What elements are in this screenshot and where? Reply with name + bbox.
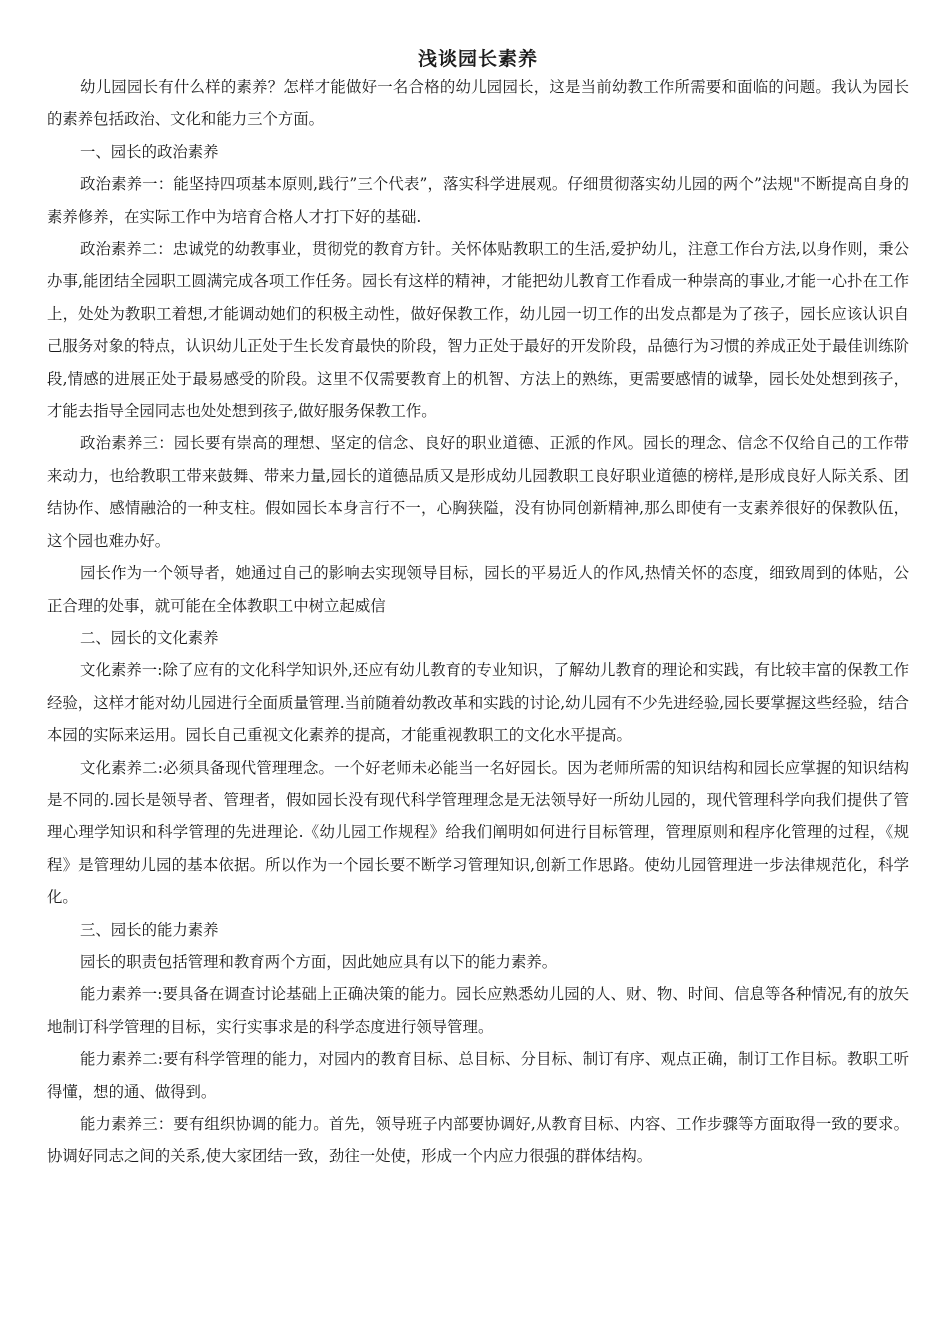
section-heading-ability: 三、园长的能力素养 bbox=[80, 920, 219, 939]
paragraph-ability-intro: 园长的职责包括管理和教育两个方面，因此她应具有以下的能力素养。 bbox=[80, 952, 558, 971]
intro-paragraph: 幼儿园园长有什么样的素养？怎样才能做好一名合格的幼儿园园长，这是当前幼教工作所需要和面临的问题。我认为园长的素养包括政治、文化和能力三个方面。 bbox=[47, 78, 909, 129]
section-heading-cultural: 二、园长的文化素养 bbox=[80, 628, 219, 647]
paragraph-political-1: 政治素养一：能坚持四项基本原则,践行”三个代表”，落实科学进展观。仔细贯彻落实幼儿园的两个”法规"不断提高自身的素养修养，在实际工作中为培育合格人才打下好的基础. bbox=[47, 175, 909, 226]
document-page bbox=[47, 46, 909, 1173]
paragraph-cultural-2: 文化素养二:必须具备现代管理理念。一个好老师未必能当一名好园长。因为老师所需的知识结构和园长应掌握的知识结构是不同的.园长是领导者、管理者，假如园长没有现代科学管理理念是无法领导好一所幼儿园的，现代管理科学向我们提供了管理心理学知识和科学管理的先进理论.《幼儿园工作规程》给我们阐明如何进行目标管理，管理原则和程序化管理的过程，《规程》是管理幼儿园的基本依据。所以作为一个园长要不断学习管理知识,创新工作思路。使幼儿园管理进一步法律规范化，科学化。 bbox=[47, 758, 909, 907]
paragraph-ability-1: 能力素养一:要具备在调查讨论基础上正确决策的能力。园长应熟悉幼儿园的人、财、物、时间、信息等各种情况,有的放矢地制订科学管理的目标，实行实事求是的科学态度进行领导管理。 bbox=[47, 985, 909, 1036]
paragraph-political-2: 政治素养二：忠诚党的幼教事业，贯彻党的教育方针。关怀体贴教职工的生活,爱护幼儿，注意工作台方法,以身作则，秉公办事,能团结全园职工圆满完成各项工作任务。园长有这样的精神，才能把幼儿教育工作看成一种崇高的事业,才能一心扑在工作上，处处为教职工着想,才能调动她们的积极主动性，做好保教工作，幼儿园一切工作的出发点都是为了孩子，园长应该认识自己服务对象的特点，认识幼儿正处于生长发育最快的阶段，智力正处于最好的开发阶段，品德行为习惯的养成正处于最佳训练阶段,情感的进展正处于最易感受的阶段。这里不仅需要教育上的机智、方法上的熟练，更需要感情的诚挚，园长处处想到孩子，才能去指导全园同志也处处想到孩子,做好服务保教工作。 bbox=[47, 240, 909, 421]
paragraph-ability-3: 能力素养三：要有组织协调的能力。首先，领导班子内部要协调好,从教育目标、内容、工作步骤等方面取得一致的要求。协调好同志之间的关系,使大家团结一致，劲往一处使，形成一个内应力很强的群体结构。 bbox=[47, 1115, 909, 1166]
section-heading-political: 一、园长的政治素养 bbox=[80, 142, 219, 161]
paragraph-cultural-1: 文化素养一:除了应有的文化科学知识外,还应有幼儿教育的专业知识，了解幼儿教育的理论和实践，有比较丰富的保教工作经验，这样才能对幼儿园进行全面质量管理.当前随着幼教改革和实践的讨论,幼儿园有不少先进经验,园长要掌握这些经验，结合本园的实际来运用。园长自己重视文化素养的提高，才能重视教职工的文化水平提高。 bbox=[47, 661, 909, 745]
paragraph-ability-2: 能力素养二:要有科学管理的能力，对园内的教育目标、总目标、分目标、制订有序、观点正确，制订工作目标。教职工听得懂，想的通、做得到。 bbox=[47, 1050, 909, 1101]
paragraph-leader-influence: 园长作为一个领导者，她通过自己的影响去实现领导目标，园长的平易近人的作风,热情关怀的态度，细致周到的体贴，公正合理的处事，就可能在全体教职工中树立起威信 bbox=[47, 564, 909, 615]
paragraph-political-3: 政治素养三：园长要有崇高的理想、坚定的信念、良好的职业道德、正派的作风。园长的理念、信念不仅给自己的工作带来动力，也给教职工带来鼓舞、带来力量,园长的道德品质又是形成幼儿园教职工良好职业道德的榜样,是形成良好人际关系、团结协作、感情融洽的一种支柱。假如园长本身言行不一，心胸狭隘，没有协同创新精神,那么即使有一支素养很好的保教队伍，这个园也难办好。 bbox=[47, 434, 909, 550]
document-title: 浅谈园长素养 bbox=[417, 48, 538, 70]
